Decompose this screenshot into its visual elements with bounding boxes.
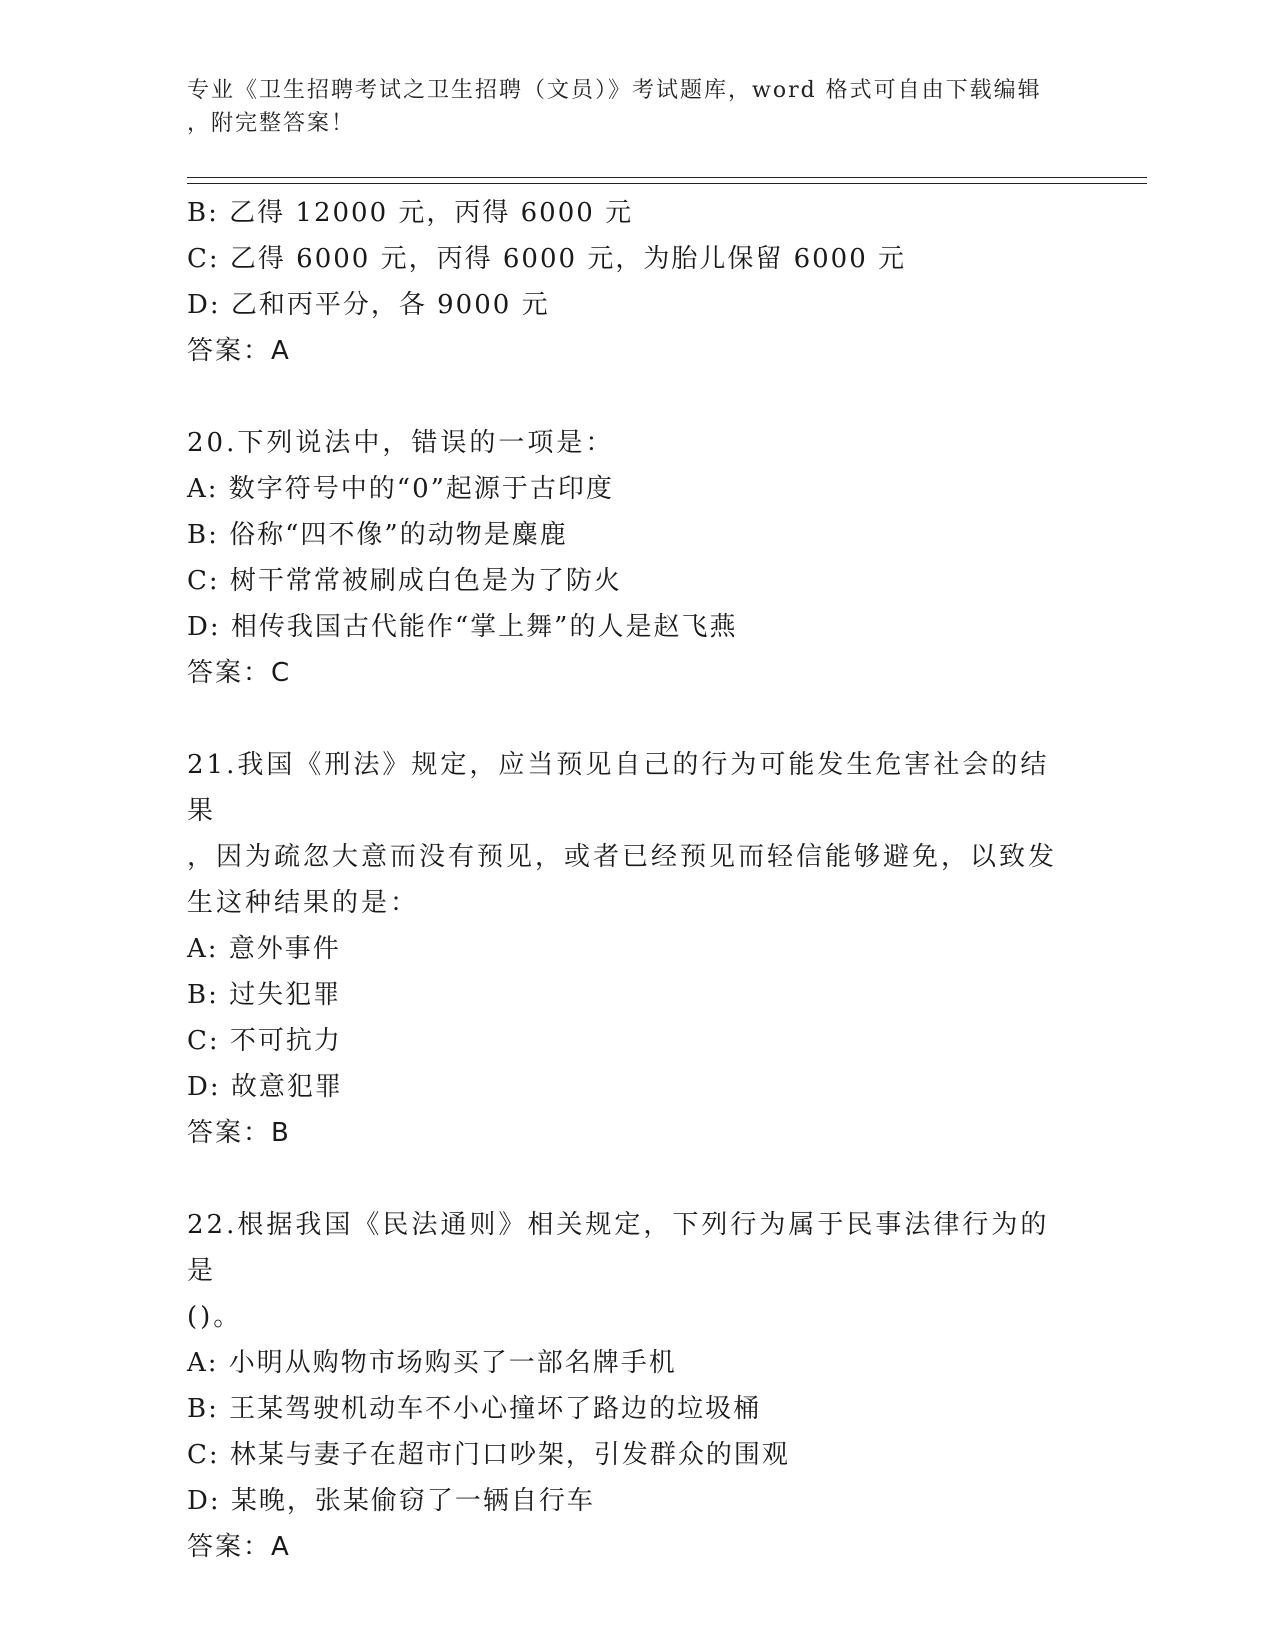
document-header [187,74,1087,140]
option-b: B: 乙得 12000 元，丙得 6000 元 [187,198,634,228]
option-c: C: 树干常常被刷成白色是为了防火 [187,566,622,596]
option-b: B: 过失犯罪 [187,980,342,1010]
option-d: D: 某晚，张某偷窃了一辆自行车 [187,1486,595,1516]
option-d: D: 乙和丙平分，各 9000 元 [187,290,550,320]
option-b: B: 俗称“四不像”的动物是麋鹿 [187,520,568,550]
option-a: A: 意外事件 [187,934,341,964]
question-text [187,742,1067,926]
spacer [187,696,1087,742]
question-content [187,190,1087,1570]
option-c: C: 不可抗力 [187,1026,342,1056]
answer-line: 答案：C [187,658,292,688]
option-a: A: 小明从购物市场购买了一部名牌手机 [187,1348,677,1378]
question-21 [187,742,1087,1156]
header-line-2: ，附完整答案！ [187,111,356,136]
prev-question [187,190,1087,374]
question-text-line: 21.我国《刑法》规定，应当预见自己的行为可能发生危害社会的结果 [187,750,1050,826]
header-divider-bottom [187,183,1147,184]
question-text [187,1202,1067,1340]
spacer [187,1156,1087,1202]
question-text [187,420,1067,466]
option-d: D: 相传我国古代能作“掌上舞”的人是赵飞燕 [187,612,738,642]
option-d: D: 故意犯罪 [187,1072,343,1102]
header-divider-top [187,177,1147,178]
question-text-line: ()。 [187,1302,243,1332]
question-text-line: 生这种结果的是： [187,888,420,918]
spacer [187,374,1087,420]
answer-line: 答案：A [187,1532,291,1562]
header-line-1: 专业《卫生招聘考试之卫生招聘（文员）》考试题库，word 格式可自由下载编辑 [187,78,1042,103]
question-text-line: ，因为疏忽大意而没有预见，或者已经预见而轻信能够避免，以致发 [187,842,1058,872]
question-text-line: 22.根据我国《民法通则》相关规定，下列行为属于民事法律行为的是 [187,1210,1050,1286]
option-c: C: 乙得 6000 元，丙得 6000 元，为胎儿保留 6000 元 [187,244,907,274]
question-22 [187,1202,1087,1570]
answer-line: 答案：B [187,1118,291,1148]
option-a: A: 数字符号中的“0”起源于古印度 [187,474,614,504]
question-20 [187,420,1087,696]
option-c: C: 林某与妻子在超市门口吵架，引发群众的围观 [187,1440,790,1470]
option-b: B: 王某驾驶机动车不小心撞坏了路边的垃圾桶 [187,1394,762,1424]
answer-line: 答案：A [187,336,291,366]
question-text-line: 20.下列说法中，错误的一项是： [187,428,615,458]
